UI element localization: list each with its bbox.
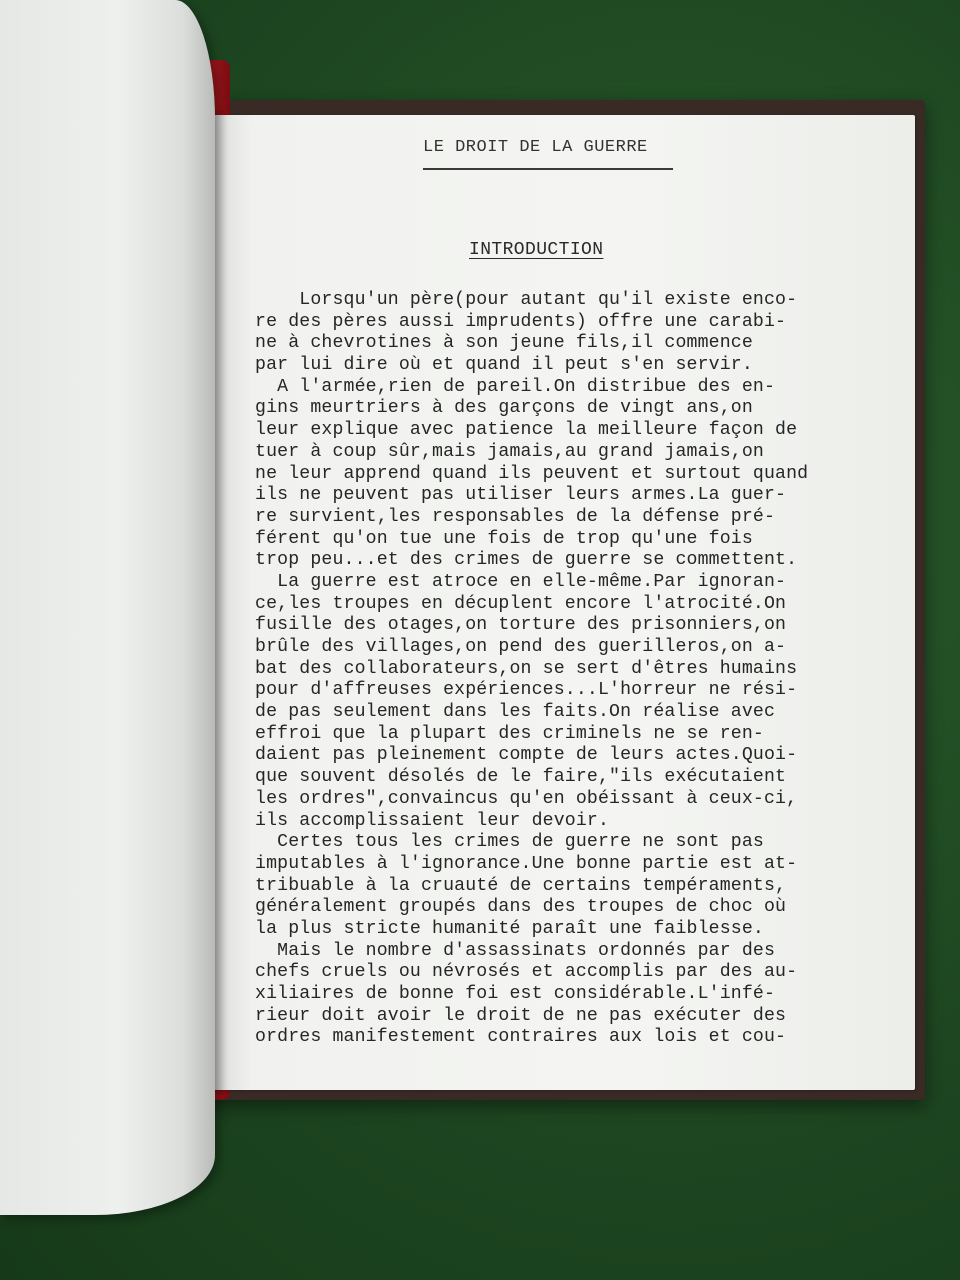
text-line: tribuable à la cruauté de certains tempéraments, [255, 875, 787, 896]
text-line: xiliaires de bonne foi est considérable.L'infé- [255, 984, 776, 1004]
text-line: brûle des villages,on pend des guerilleros,on a- [255, 637, 787, 657]
text-line: chefs cruels ou névrosés et accomplis par des au- [255, 962, 798, 983]
text-line: fusille des otages,on torture des prisonniers,on [255, 615, 787, 636]
text-line: leur explique avec patience la meilleure façon de [255, 420, 798, 441]
text-line: férent qu'on tue une fois de trop qu'une fois [255, 528, 753, 549]
text-line: Certes tous les crimes de guerre ne sont pas [255, 832, 764, 853]
left-page [0, 0, 215, 1215]
text-line: A l'armée,rien de pareil.On distribue des en- [255, 376, 776, 397]
text-line: re des pères aussi imprudents) offre une carabi- [255, 311, 787, 332]
text-line: pour d'affreuses expériences...L'horreur ne rési- [255, 680, 798, 701]
text-line: ordres manifestement contraires aux lois et cou- [255, 1027, 787, 1048]
text-line: tuer à coup sûr,mais jamais,au grand jamais,on [255, 441, 764, 462]
text-line: daient pas pleinement compte de leurs actes.Quoi- [255, 745, 798, 766]
text-line: généralement groupés dans des troupes de choc où [255, 897, 787, 918]
text-line: ce,les troupes en décuplent encore l'atrocité.On [255, 593, 787, 614]
text-line: de pas seulement dans les faits.On réalise avec [255, 702, 776, 723]
running-head-underline [423, 168, 673, 170]
section-title: INTRODUCTION [469, 240, 604, 260]
text-line: Lorsqu'un père(pour autant qu'il existe enco- [255, 290, 798, 310]
text-line: ne à chevrotines à son jeune fils,il commence [255, 333, 753, 354]
text-line: que souvent désolés de le faire,"ils exécutaient [255, 767, 787, 788]
text-line: rieur doit avoir le droit de ne pas exécuter des [255, 1005, 787, 1026]
text-line: ils accomplissaient leur devoir. [255, 810, 610, 831]
text-line: gins meurtriers à des garçons de vingt ans,on [255, 398, 753, 419]
text-line: Mais le nombre d'assassinats ordonnés par des [255, 940, 776, 961]
running-head: LE DROIT DE LA GUERRE [423, 138, 648, 157]
text-line: les ordres",convaincus qu'en obéissant à ceux-ci, [255, 788, 798, 809]
text-line: re survient,les responsables de la défense pré- [255, 506, 776, 527]
text-line: trop peu...et des crimes de guerre se commettent. [255, 550, 798, 571]
text-line: par lui dire où et quand il peut s'en servir. [255, 355, 753, 376]
text-line: imputables à l'ignorance.Une bonne partie est at- [255, 853, 798, 874]
text-line: bat des collaborateurs,on se sert d'êtres humains [255, 658, 798, 679]
body-text [255, 290, 870, 1049]
text-line: ne leur apprend quand ils peuvent et surtout quand [255, 463, 809, 484]
text-line: ils ne peuvent pas utiliser leurs armes.La guer- [255, 485, 787, 506]
text-line: La guerre est atroce en elle-même.Par ignoran- [255, 571, 787, 592]
text-line: la plus stricte humanité paraît une faiblesse. [255, 918, 764, 939]
text-line: effroi que la plupart des criminels ne se ren- [255, 723, 764, 744]
